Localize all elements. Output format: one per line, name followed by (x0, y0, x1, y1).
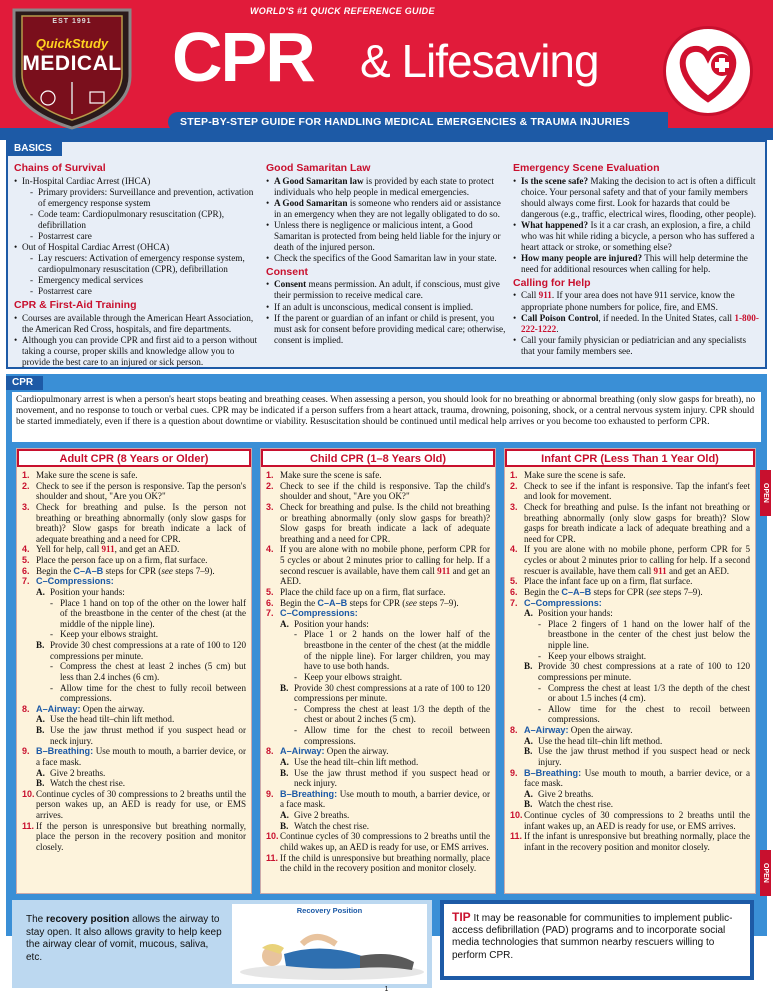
infant-cpr-title: Infant CPR (Less Than 1 Year Old) (505, 449, 755, 467)
step: 7. C–Compressions: A. Position your hands: - Place 1 hand on top of the other on the lower half of the breastbone in the center of the chest (at the middle of the nipple line). - Keep your elbows straight. B. Provide 30 chest compressions at a rate of 100 to 120 compressions per minute. - Compress the chest at least 2 inches (5 cm) but less than 2.4 inches (6 cm). - Allow time for the chest to fully recoil between compressions. (22, 576, 246, 704)
step: 11. If the person is unresponsive but breathing normally, place the person in the recovery position and monitor closely. (22, 820, 246, 852)
step: 4. Yell for help, call 911, and get an AED. (22, 544, 180, 555)
recovery-panel (12, 900, 432, 988)
recovery-position-icon (232, 904, 427, 984)
step: 2. Check to see if the child is responsive. Tap the child's shoulder and shout, "Are you OK?" (266, 480, 490, 502)
tagline: WORLD'S #1 QUICK REFERENCE GUIDE (250, 6, 435, 16)
recovery-caption: Recovery Position (296, 906, 363, 915)
step: 7. C–Compressions: A. Position your hands: - Place 2 fingers of 1 hand on the lower half of the breastbone in the center of the chest just below the nipple line. - Keep your elbows straight. B. Provide 30 chest compressions at a rate of 100 to 120 compressions per minute. - Compress the chest at least 1/3 the depth of the chest or about 1.5 inches (4 cm). - Allow time for the chest to recoil between compressions. (510, 598, 750, 726)
list-item: • Although you can provide CPR and first aid to a person without taking a course, proper skills and knowledge allow you to provide the best care to an injured or sick person. (14, 335, 259, 368)
step: 6. Begin the C–A–B steps for CPR (see steps 7–9). (22, 565, 215, 576)
step: 1. Make sure the scene is safe. (22, 470, 138, 480)
list-item: • A Good Samaritan is someone who renders aid or assistance in an emergency when they are not legally obligated to do so. (266, 198, 506, 220)
list-item: • What happened? Is it a car crash, an explosion, a fire, a child who was hit while riding a bicycle, a person who has suffered a heart attack or stroke, or something else? (513, 220, 761, 253)
page-title-rest: & Lifesaving (360, 35, 599, 87)
adult-cpr-steps (17, 467, 251, 853)
training-title: CPR & First-Aid Training (14, 298, 137, 311)
open-tab-upper[interactable]: OPEN (760, 470, 771, 516)
open-tab-lower[interactable]: OPEN (760, 850, 771, 896)
step: 10. Continue cycles of 30 compressions to 2 breaths until the infant wakes up, an AED is ready for use, or EMS arrives. (510, 810, 750, 831)
heart-badge (663, 26, 753, 116)
samaritan-title: Good Samaritan Law (266, 162, 371, 174)
step: 6. Begin the C–A–B steps for CPR (see steps 7–9). (266, 597, 459, 608)
recovery-text: The recovery position allows the airway to stay open. It also allows gravity to help keep the airway clear of vomit, mucous, saliva, etc. (26, 914, 222, 963)
step: 5. Place the person face up on a firm, flat surface. (22, 555, 208, 565)
recovery-illustration (232, 904, 427, 984)
step: 1. Make sure the scene is safe. (510, 470, 626, 480)
step: 5. Place the infant face up on a firm, flat surface. (510, 576, 693, 587)
infant-cpr-card (504, 448, 756, 894)
tip-label: TIP (452, 910, 471, 924)
list-item: • Call your family physician or pediatrician and any specialists that your family members see. (513, 335, 761, 357)
basics-col-3 (513, 160, 761, 357)
list-item: • How many people are injured? This will help determine the need for additional resources when calling for help. (513, 253, 761, 275)
list-item: - Code team: Cardiopulmonary resuscitation (CPR), defibrillation (30, 209, 259, 231)
step: 8. A–Airway: Open the airway. A. Use the head tilt–chin lift method. B. Use the jaw thrust method if you suspect head or neck injury. (266, 746, 490, 789)
list-item: • Courses are available through the American Heart Association, the American Red Cross, hospitals, and fire departments. (14, 313, 259, 335)
tip-panel (440, 900, 754, 980)
step: 4. If you are alone with no mobile phone, perform CPR for 5 cycles or about 2 minutes prior to calling for help. If a second rescuer is available, have them call 911 and get an AED. (266, 544, 490, 587)
logo-est: EST 1991 (52, 18, 92, 25)
cpr-label: CPR (6, 376, 43, 390)
step: 11. If the child is unresponsive but breathing normally, place the child in the recovery position and monitor closely. (266, 852, 490, 874)
page-number: 1 (384, 986, 389, 993)
list-item: • Consent means permission. An adult, if conscious, must give their permission to receive medical care. (266, 279, 506, 301)
list-item: • Out of Hospital Cardiac Arrest (OHCA) - Lay rescuers: Activation of emergency response system, cardiopulmonary resuscitation (CPR), defibrillation - Emergency medical services - Postarrest care (14, 242, 259, 297)
step: 11. If the infant is unresponsive but breathing normally, place the infant in the recovery position and monitor closely. (510, 831, 750, 852)
list-item: • A Good Samaritan law is provided by each state to protect individuals who help people in medical emergencies. (266, 176, 506, 198)
list-item: • Call Poison Control, if needed. In the United States, call 1-800-222-1222. (513, 313, 761, 335)
list-item: - Postarrest care (30, 231, 259, 242)
step: 9. B–Breathing: Use mouth to mouth, a barrier device, or a face mask. A. Give 2 breaths. B. Watch the chest rise. (266, 788, 490, 831)
child-cpr-steps (261, 467, 495, 874)
list-item: - Postarrest care (30, 286, 259, 297)
basics-label: BASICS (8, 142, 62, 156)
cpr-intro: Cardiopulmonary arrest is when a person's heart stops beating and breathing ceases. When assessing a person, you should look for no breathing or abnormal breathing (only slow gasps for breath), no movement, and no response to touch or verbal cues. CPR may be indicated if a person suffers from a heart attack, trauma, drowning, poisoning, shock, or a central nervous system injury. CPR should be started immediately, even if there is a question about downtime or viability. Resuscitation should be continued until medical help arrives or you become too exhausted to perform CPR. (12, 392, 761, 442)
step: 9. B–Breathing: Use mouth to mouth, a barrier device, or a face mask. A. Give 2 breaths. B. Watch the chest rise. (510, 767, 750, 810)
step: 10. Continue cycles of 30 compressions to 2 breaths until the child wakes up, an AED is ready for use, or EMS arrives. (266, 831, 490, 852)
logo-medical: MEDICAL (22, 52, 122, 75)
child-cpr-card (260, 448, 496, 894)
step: 2. Check to see if the infant is responsive. Tap the infant's feet and look for movement. (510, 480, 750, 502)
basics-col-1 (14, 160, 259, 368)
step: 8. A–Airway: Open the airway. A. Use the head tilt–chin lift method. B. Use the jaw thrust method if you suspect head or neck injury. (22, 703, 246, 746)
page-title: CPR (172, 18, 314, 96)
step: 8. A–Airway: Open the airway. A. Use the head tilt–chin lift method. B. Use the jaw thrust method if you suspect head or neck injury. (510, 725, 750, 767)
basics-col-2 (266, 160, 506, 346)
heart-plus-icon (666, 29, 750, 113)
scene-title: Emergency Scene Evaluation (513, 162, 660, 174)
consent-title: Consent (266, 265, 308, 278)
step: 4. If you are alone with no mobile phone, perform CPR for 5 cycles or about 2 minutes prior to calling for help. If a second rescuer is available, have them call 911 and get an AED. (510, 544, 750, 576)
list-item: • Check the specifics of the Good Samaritan law in your state. (266, 253, 506, 264)
step: 7. C–Compressions: A. Position your hands: - Place 1 or 2 hands on the lower half of the breastbone in the center of the chest (at the middle of the nipple line). For larger children, you may have to use both hands. - Keep your elbows straight. B. Provide 30 chest compressions at a rate of 100 to 120 compressions per minute. - Compress the chest at least 1/3 the depth of the chest or about 2 inches (5 cm). - Allow time for the chest to recoil between compressions. (266, 608, 490, 746)
list-item: • Is the scene safe? Making the decision to act is often a difficult choice. Your personal safety and that of your family members should always come first. Look for hazards that could be dangerous (e.g., traffic, electrical wires, flooding, other people). (513, 176, 761, 220)
chains-title: Chains of Survival (14, 162, 106, 174)
list-item: • Unless there is negligence or malicious intent, a Good Samaritan is protected from being held liable for the injury or death of the injured person. (266, 220, 506, 253)
step: 3. Check for breathing and pulse. Is the person not breathing or breathing abnormally (only slow gasps for breath)? Slow gasps for breath indicate a lack of adequate breathing and a need for CPR. (22, 501, 246, 544)
tip-content: TIP It may be reasonable for communities to implement public-access defibrillation (PAD) programs and to incorporate social media technologies that summon nearby rescuers willing to perform CPR. (444, 904, 750, 976)
step: 9. B–Breathing: Use mouth to mouth, a barrier device, or a face mask. A. Give 2 breaths. B. Watch the chest rise. (22, 746, 246, 789)
list-item: - Primary providers: Surveillance and prevention, activation of emergency response system (30, 187, 259, 209)
adult-cpr-card (16, 448, 252, 894)
quickstudy-logo (8, 6, 136, 130)
list-item: - Lay rescuers: Activation of emergency response system, cardiopulmonary resuscitation (CPR), defibrillation (30, 253, 259, 275)
list-item: - Emergency medical services (30, 275, 259, 286)
step: 3. Check for breathing and pulse. Is the child not breathing or breathing abnormally (only slow gasps for breath)? Slow gasps for breath indicate a lack of adequate breathing and a need for CPR. (266, 501, 490, 544)
step: 2. Check to see if the person is responsive. Tap the person's shoulder and shout, "Are you OK?" (22, 480, 246, 502)
step: 6. Begin the C–A–B steps for CPR (see steps 7–9). (510, 586, 703, 597)
page-subtitle: STEP-BY-STEP GUIDE FOR HANDLING MEDICAL EMERGENCIES & TRAUMA INJURIES (180, 116, 630, 128)
step: 5. Place the child face up on a firm, flat surface. (266, 586, 446, 597)
child-cpr-title: Child CPR (1–8 Years Old) (261, 449, 495, 467)
basics-section (6, 140, 767, 369)
infant-cpr-steps (505, 467, 755, 853)
calling-title: Calling for Help (513, 276, 591, 289)
logo-brand: QuickStudy (35, 36, 109, 51)
list-item: • Call 911. If your area does not have 911 service, know the appropriate phone numbers for police, fire, and EMS. (513, 290, 761, 312)
list-item: • In-Hospital Cardiac Arrest (IHCA) - Primary providers: Surveillance and prevention, activation of emergency response system - Code team: Cardiopulmonary resuscitation (CPR), defibrillation - Postarrest care (14, 176, 259, 242)
step: 10. Continue cycles of 30 compressions to 2 breaths until the person wakes up, an AED is ready for use, or EMS arrives. (22, 788, 246, 820)
step: 1. Make sure the scene is safe. (266, 470, 382, 480)
list-item: • If the parent or guardian of an infant or child is present, you must ask for consent before providing medical care; otherwise, consent is implied. (266, 313, 506, 346)
adult-cpr-title: Adult CPR (8 Years or Older) (17, 449, 251, 467)
step: 3. Check for breathing and pulse. Is the infant not breathing or breathing abnormally (only slow gasps for breath)? Slow gasps for breath indicate a lack of adequate breathing and a need for CPR. (510, 501, 750, 544)
list-item: • If an adult is unconscious, medical consent is implied. (266, 302, 506, 313)
